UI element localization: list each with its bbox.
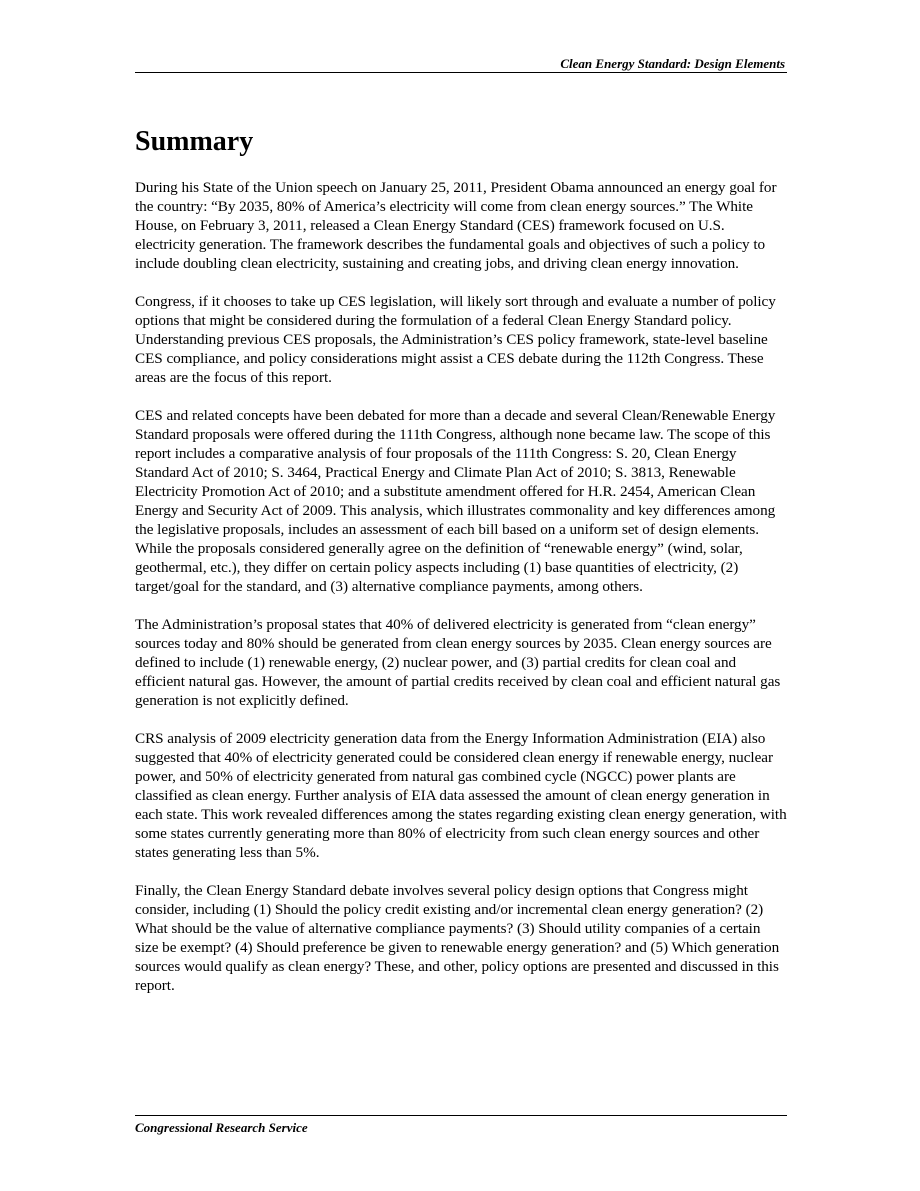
summary-body [135,178,787,1014]
paragraph-1: During his State of the Union speech on January 25, 2011, President Obama announced an energy goal for the country: “By 2035, 80% of America’s electricity will come from clean energy sources.” The White House, on February 3, 2011, released a Clean Energy Standard (CES) framework focused on U.S. electricity generation. The framework describes the fundamental goals and objectives of such a policy to include doubling clean electricity, sustaining and creating jobs, and driving clean energy innovation. [135,179,777,272]
footer-rule [135,1115,787,1116]
paragraph-4: The Administration’s proposal states that 40% of delivered electricity is generated from “clean energy” sources today and 80% should be generated from clean energy sources by 2035. Clean energy sources are defined to include (1) renewable energy, (2) nuclear power, and (3) partial credits for clean coal and efficient natural gas. However, the amount of partial credits received by clean coal and efficient natural gas generation is not explicitly defined. [135,616,781,709]
header-rule [135,72,787,73]
running-footer: Congressional Research Service [135,1120,308,1135]
paragraph-5: CRS analysis of 2009 electricity generation data from the Energy Information Administration (EIA) also suggested that 40% of electricity generated could be considered clean energy if renewable energy, nuclear power, and 50% of electricity generated from natural gas combined cycle (NGCC) power plants are classified as clean energy. Further analysis of EIA data assessed the amount of clean energy generation in each state. This work revealed differences among the states regarding existing clean energy generation, with some states currently generating more than 80% of electricity from such clean energy sources and other states generating less than 5%. [135,730,787,861]
paragraph-6: Finally, the Clean Energy Standard debate involves several policy design options that Congress might consider, including (1) Should the policy credit existing and/or incremental clean energy generation? (2) What should be the value of alternative compliance payments? (3) Should utility companies of a certain size be exempt? (4) Should preference be given to renewable energy generation? and (5) Which generation sources would qualify as clean energy? These, and other, policy options are presented and discussed in this report. [135,882,780,994]
paragraph-2: Congress, if it chooses to take up CES legislation, will likely sort through and evaluate a number of policy options that might be considered during the formulation of a federal Clean Energy Standard policy. Understanding previous CES proposals, the Administration’s CES policy framework, state-level baseline CES compliance, and policy considerations might assist a CES debate during the 112th Congress. These areas are the focus of this report. [135,293,776,386]
page-title: Summary [135,126,254,157]
paragraph-3: CES and related concepts have been debated for more than a decade and several Clean/Renewable Energy Standard proposals were offered during the 111th Congress, although none became law. The scope of this report includes a comparative analysis of four proposals of the 111th Congress: S. 20, Clean Energy Standard Act of 2010; S. 3464, Practical Energy and Climate Plan Act of 2010; S. 3813, Renewable Electricity Promotion Act of 2010; and a substitute amendment offered for H.R. 2454, American Clean Energy and Security Act of 2009. This analysis, which illustrates commonality and key differences among the legislative proposals, includes an assessment of each bill based on a uniform set of design elements. While the proposals considered generally agree on the definition of “renewable energy” (wind, solar, geothermal, etc.), they differ on certain policy aspects including (1) base quantities of electricity, (2) target/goal for the standard, and (3) alternative compliance payments, among others. [135,407,776,595]
running-header: Clean Energy Standard: Design Elements [560,56,785,71]
